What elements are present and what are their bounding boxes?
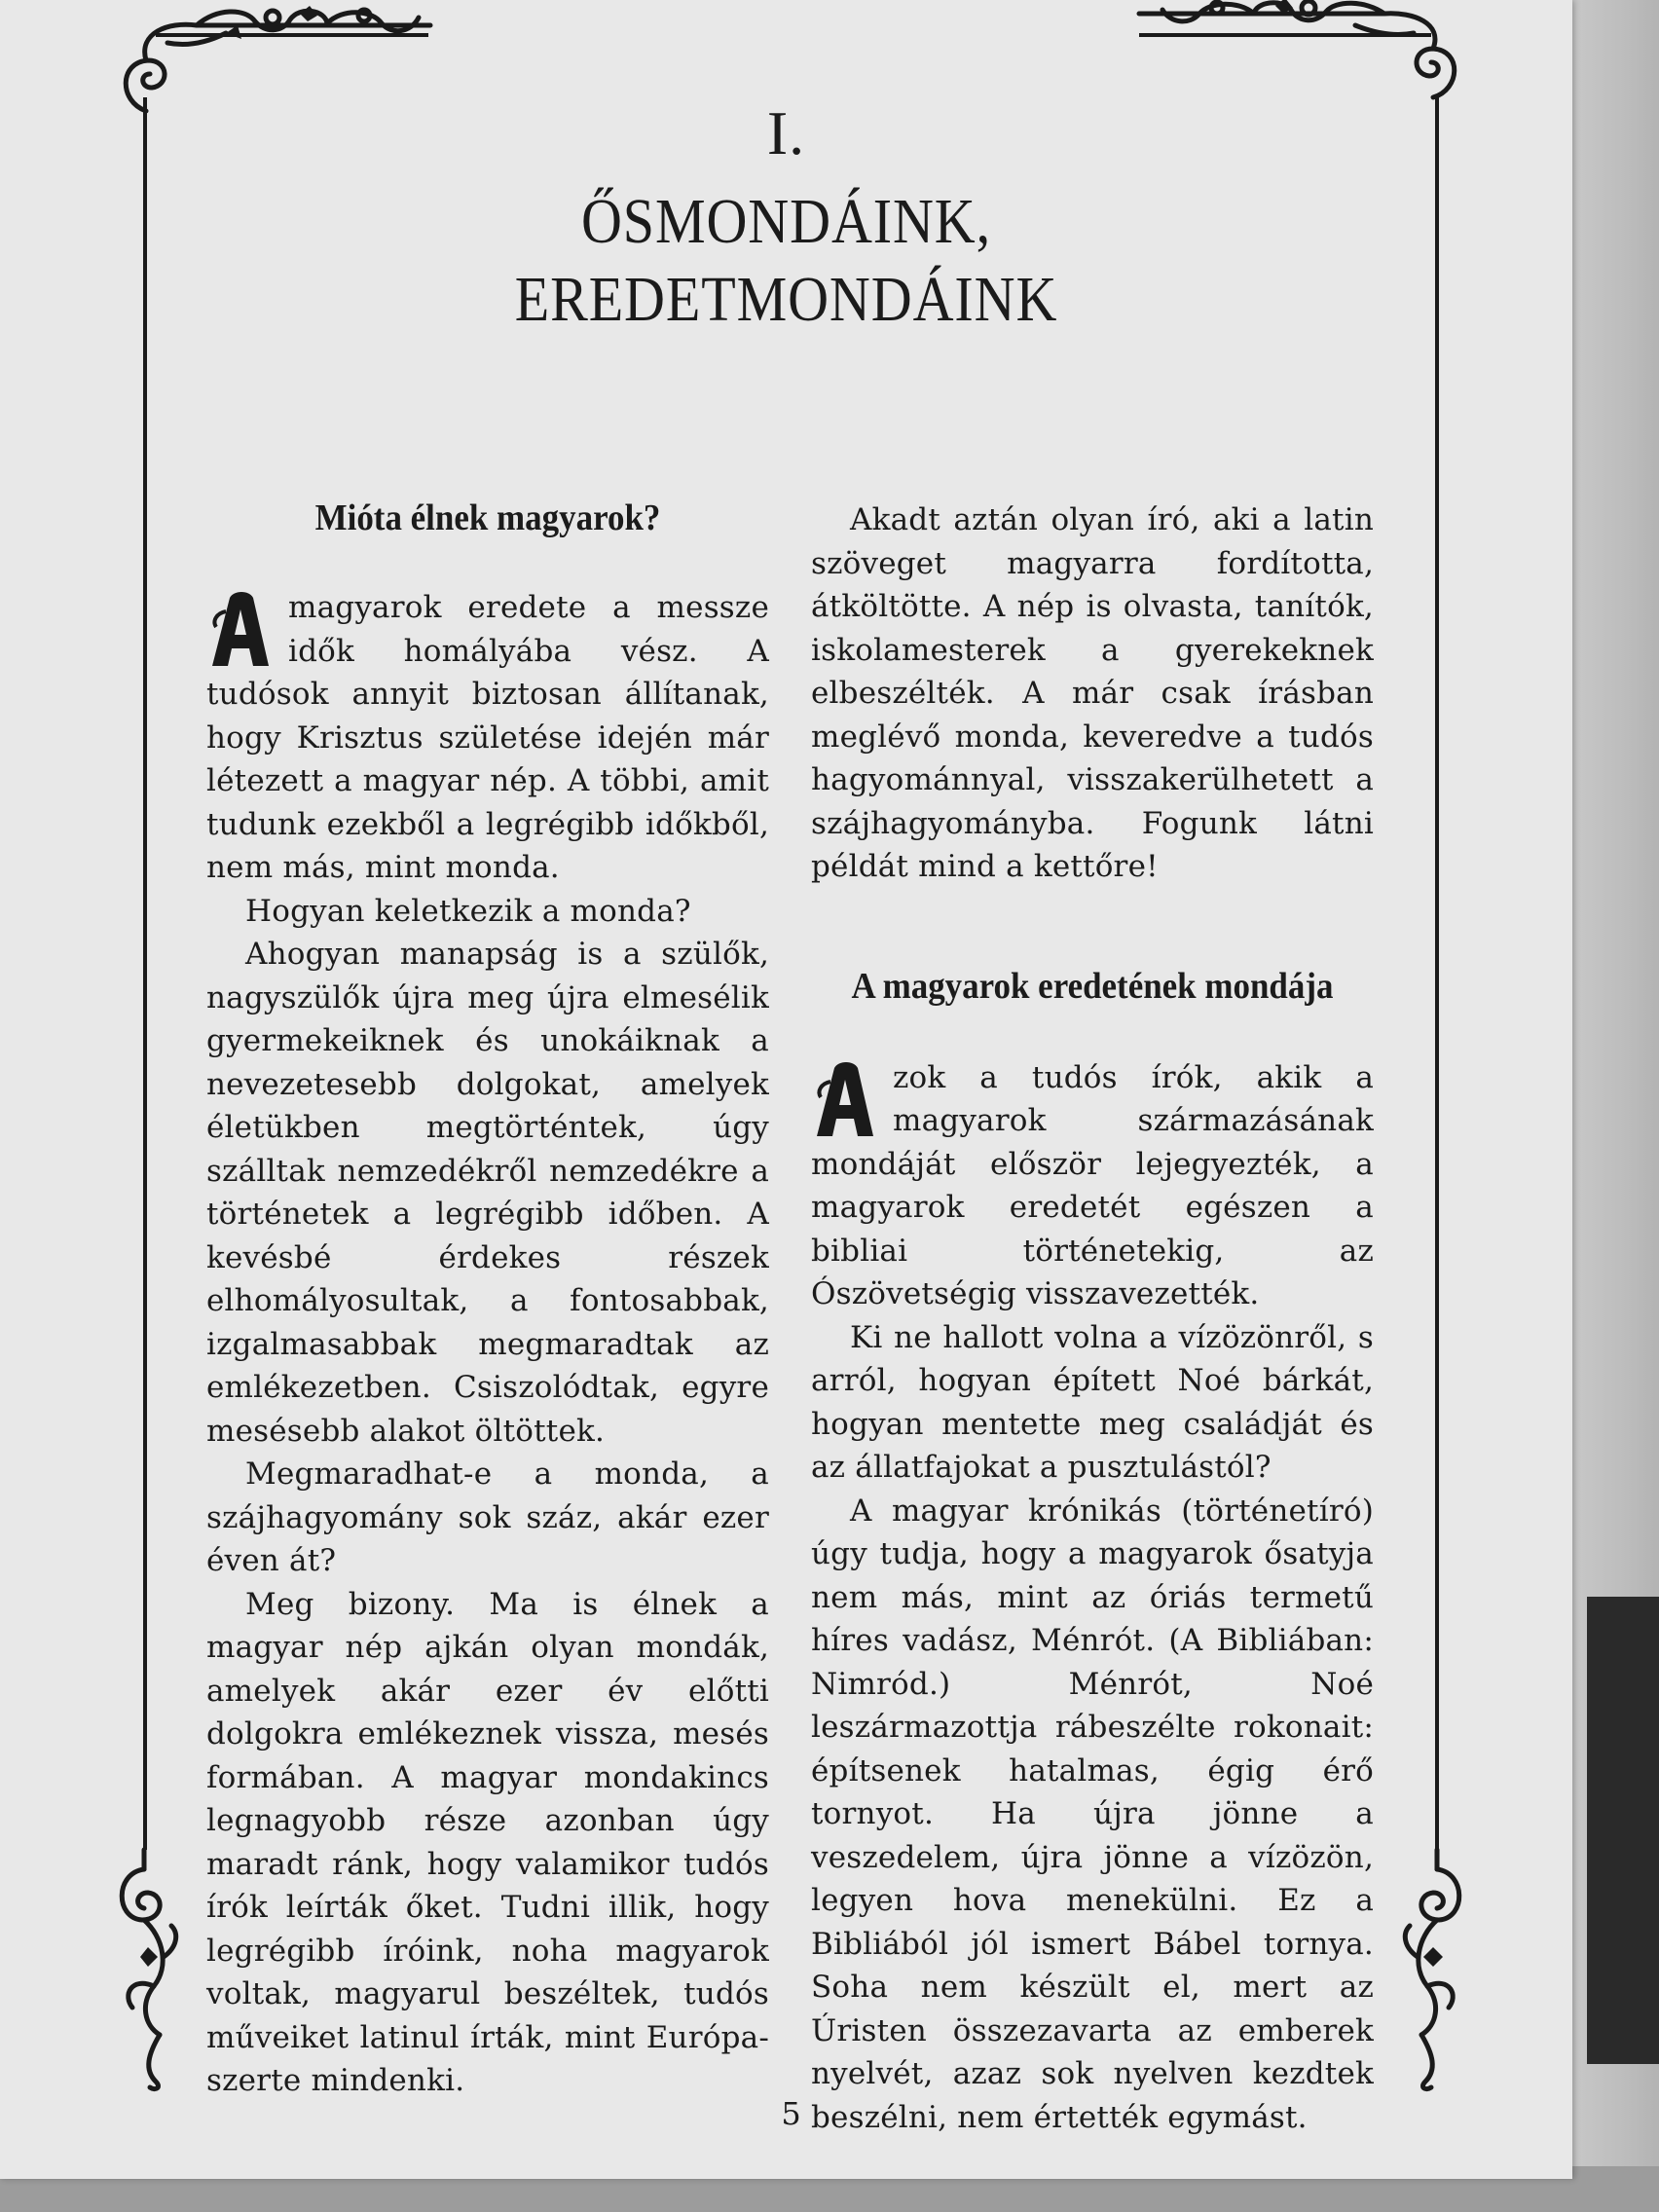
chapter-title-line-2: EREDETMONDÁINK [514, 264, 1058, 335]
section-heading-mióta: Mióta élnek magyarok? [314, 498, 661, 538]
section-heading-eredet: A magyarok eredetének mondája [851, 965, 1334, 1007]
corner-ornament-top-right-icon [1129, 0, 1470, 107]
paragraph-4: Megmaradhat-e a monda, a szájhagyomány sok száz, akár ezer éven át? [206, 1456, 769, 1578]
page-number: 5 [781, 2095, 801, 2132]
dropcap-a-icon [206, 592, 275, 668]
paragraph-5: Meg bizony. Ma is élnek a magyar nép ajkán olyan mondák, amelyek akár ezer év előtti dolgokra emlékeznek vissza, mesés formában. A magyar mondakincs legnagyobb része azonban úgy maradt ránk, hogy valamikor tudós írók leírták őket. Tudni illik, hogy legrégibb íróink, noha magyarok voltak, magyarul beszéltek, tudós műveiket latinul írták, mint Európa-szerte mindenki. [206, 1586, 769, 2098]
right-column [811, 498, 1374, 2139]
paragraph-6 [811, 1056, 1374, 1316]
chapter-number: I. [766, 98, 806, 167]
paragraph-continued: Akadt aztán olyan író, aki a latin szöveget magyarra fordította, átköltötte. A nép is olvasta, tanítók, iskolamesterek a gyerekeknek elbeszélték. A már csak írásban meglévő monda, keveredve a tudós hagyománnyal, visszakerülhetett a szájhagyományba. Fogunk látni példát mind a kettőre! [811, 502, 1374, 884]
paragraph-7: Ki ne hallott volna a vízözönről, s arról, hogyan épített Noé bárkát, hogyan mentette meg családját és az állatfajokat a pusztulástól? [811, 1319, 1374, 1485]
book-edge [1587, 1597, 1659, 2064]
chapter-title-line-1: ŐSMONDÁINK, [580, 186, 992, 257]
frame-right-line [1435, 97, 1439, 1850]
corner-ornament-bottom-left-icon [105, 1840, 193, 2093]
left-column [206, 495, 769, 2103]
paragraph-1-text: magyarok eredete a messze idők homályába vész. A tudósok annyit biztosan állítanak, hogy Krisztus születése idején már létezett a magyar nép. A többi, amit tudunk ezekből a legrégibb időkből, nem más, mint monda. [206, 590, 769, 885]
corner-ornament-bottom-right-icon [1396, 1840, 1484, 2093]
paragraph-1 [206, 586, 769, 890]
paragraph-6-text: zok a tudós írók, akik a magyarok származásának mondáját először lejegyezték, a magyarok eredetét egészen a bibliai történetekig, az Ószövetségig visszavezették. [811, 1059, 1374, 1311]
paragraph-2: Hogyan keletkezik a monda? [245, 893, 691, 929]
dropcap-a-icon [811, 1062, 879, 1138]
frame-left-line [143, 97, 147, 1850]
paragraph-3: Ahogyan manapság is a szülők, nagyszülők újra meg újra elmesélik gyermekeiknek és unokáiknak a nevezetesebb dolgokat, amelyek életükben megtörténtek, úgy szálltak nemzedékről nemzedékre a történetek a legrégibb időben. A kevésbé érdekes részek elhomályosultak, a fontosabbak, izgalmasabbak megmaradtak az emlékezetben. Csiszolódtak, egyre mesésebb alakot öltöttek. [206, 937, 769, 1449]
paragraph-8: A magyar krónikás (történetíró) úgy tudja, hogy a magyarok ősatyja nem más, mint az óriás termetű híres vadász, Ménrót. (A Bibliában: Nimród.) Ménrót, Noé leszármazottja rábeszélte rokonait: építsenek hatalmas, égig érő tornyot. Ha újra jönne a veszedelem, újra jönne a vízözön, legyen hova menekülni. Ez a Bibliából jól ismert Bábel tornya. Soha nem készült el, mert az Úristen összezavarta az emberek nyelvét, azaz sok nyelven kezdtek beszélni, nem értették egymást. [811, 1493, 1374, 2135]
